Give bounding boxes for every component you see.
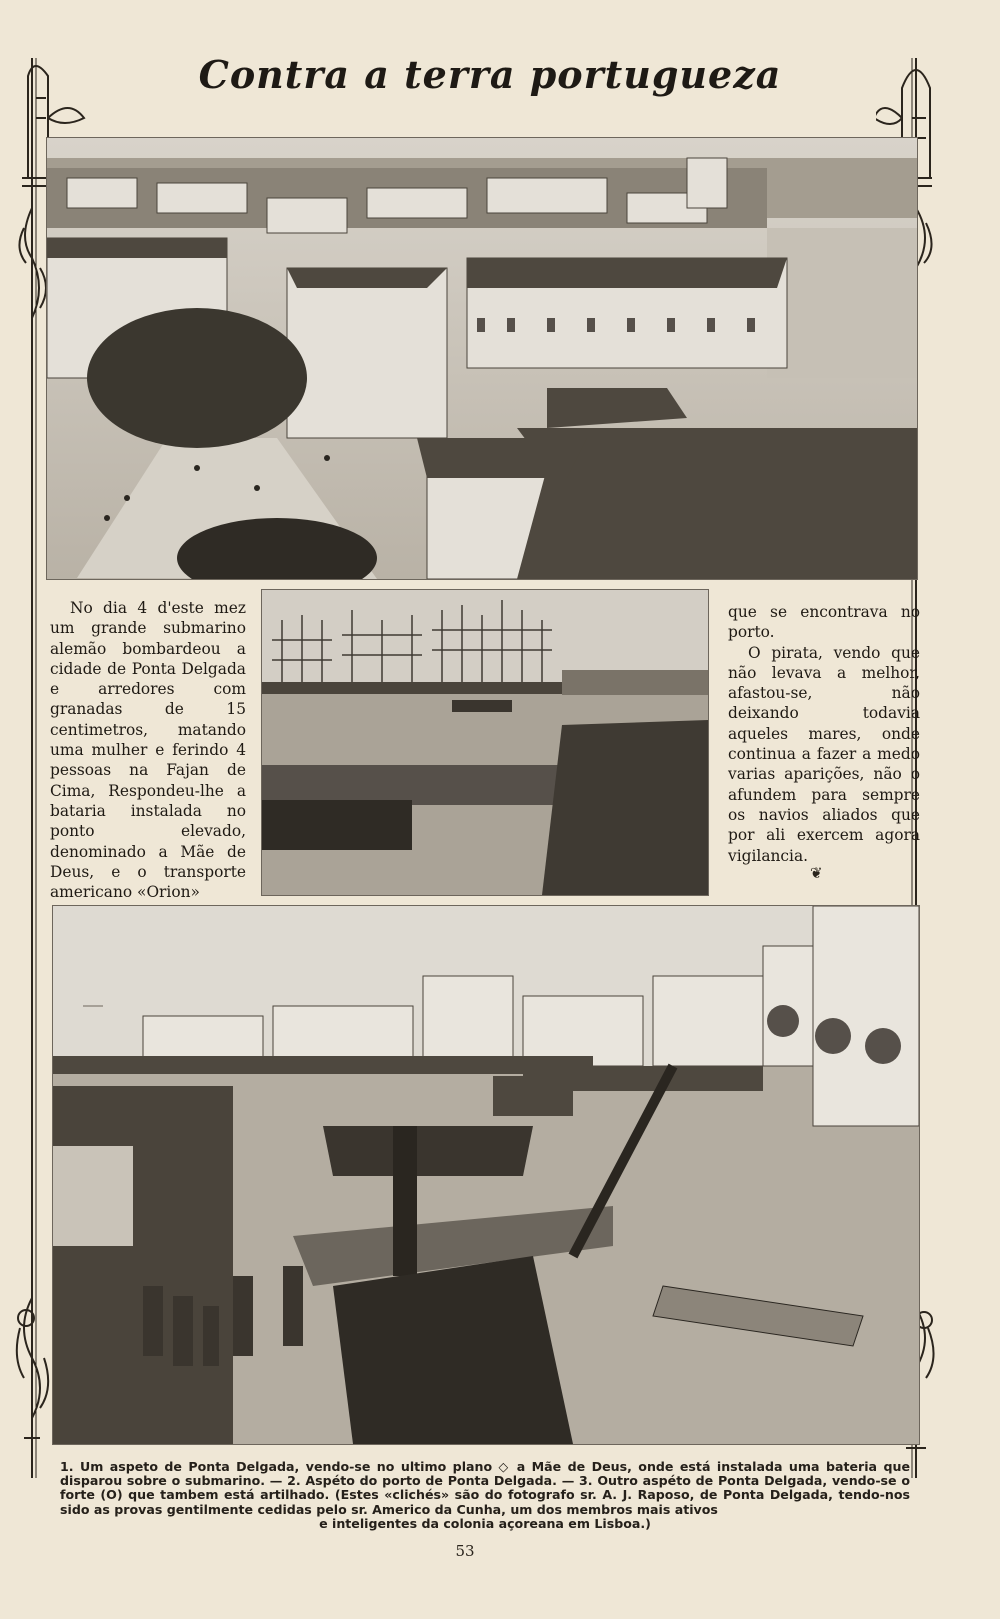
article-paragraph: No dia 4 d'este mez um grande submarino alemão bombardeou a cidade de Ponta Delgada e arredores com granadas de 15 centimetros, matando uma mulher e ferindo 4 pessoas na Fajan de Cima, Respondeu-lhe a bataria instalada no ponto elevado, denominado a Mãe de Deus, e o transporte americano «Orion» [50, 599, 246, 902]
photo-ponta-delgada-overview [46, 137, 918, 580]
caption-text-last-line: e inteligentes da colonia açoreana em Lisboa.) [319, 1515, 651, 1531]
article-paragraph: O pirata, vendo que não levava a melhor, afastou-se, não deixando todavia aqueles mares, onde continua a fazer a medo varias aparições, não o afundem para sempre os navios aliados que por ali exercem agora vigilancia. [728, 643, 920, 865]
article-left-column [50, 598, 246, 902]
page-number: 53 [455, 1542, 475, 1560]
photo-ponta-delgada-harbor [261, 589, 709, 896]
page-title: Contra a terra portugueza [198, 52, 782, 97]
article-paragraph: que se encontrava no porto. [728, 603, 920, 642]
article-right-column [728, 602, 920, 866]
fleuron-icon: ❦ [810, 864, 823, 882]
photo-ponta-delgada-fort [52, 905, 920, 1445]
photo-caption [60, 1460, 910, 1531]
caption-text: 1. Um aspeto de Ponta Delgada, vendo-se no ultimo plano ◇ a Mãe de Deus, onde está instalada uma bateria que disparou sobre o submarino. — 2. Aspéto do porto de Ponta Delgada. — 3. Outro aspéto de Ponta Delgada, vendo-se o forte (O) que tambem está artilhado. (Estes «clichés» são do fotografo sr. A. J. Raposo, de Ponta Delgada, tendo-nos sido as provas gentilmente cedidas pelo sr. Americo da Cunha, um dos membros mais ativos [60, 1459, 910, 1517]
